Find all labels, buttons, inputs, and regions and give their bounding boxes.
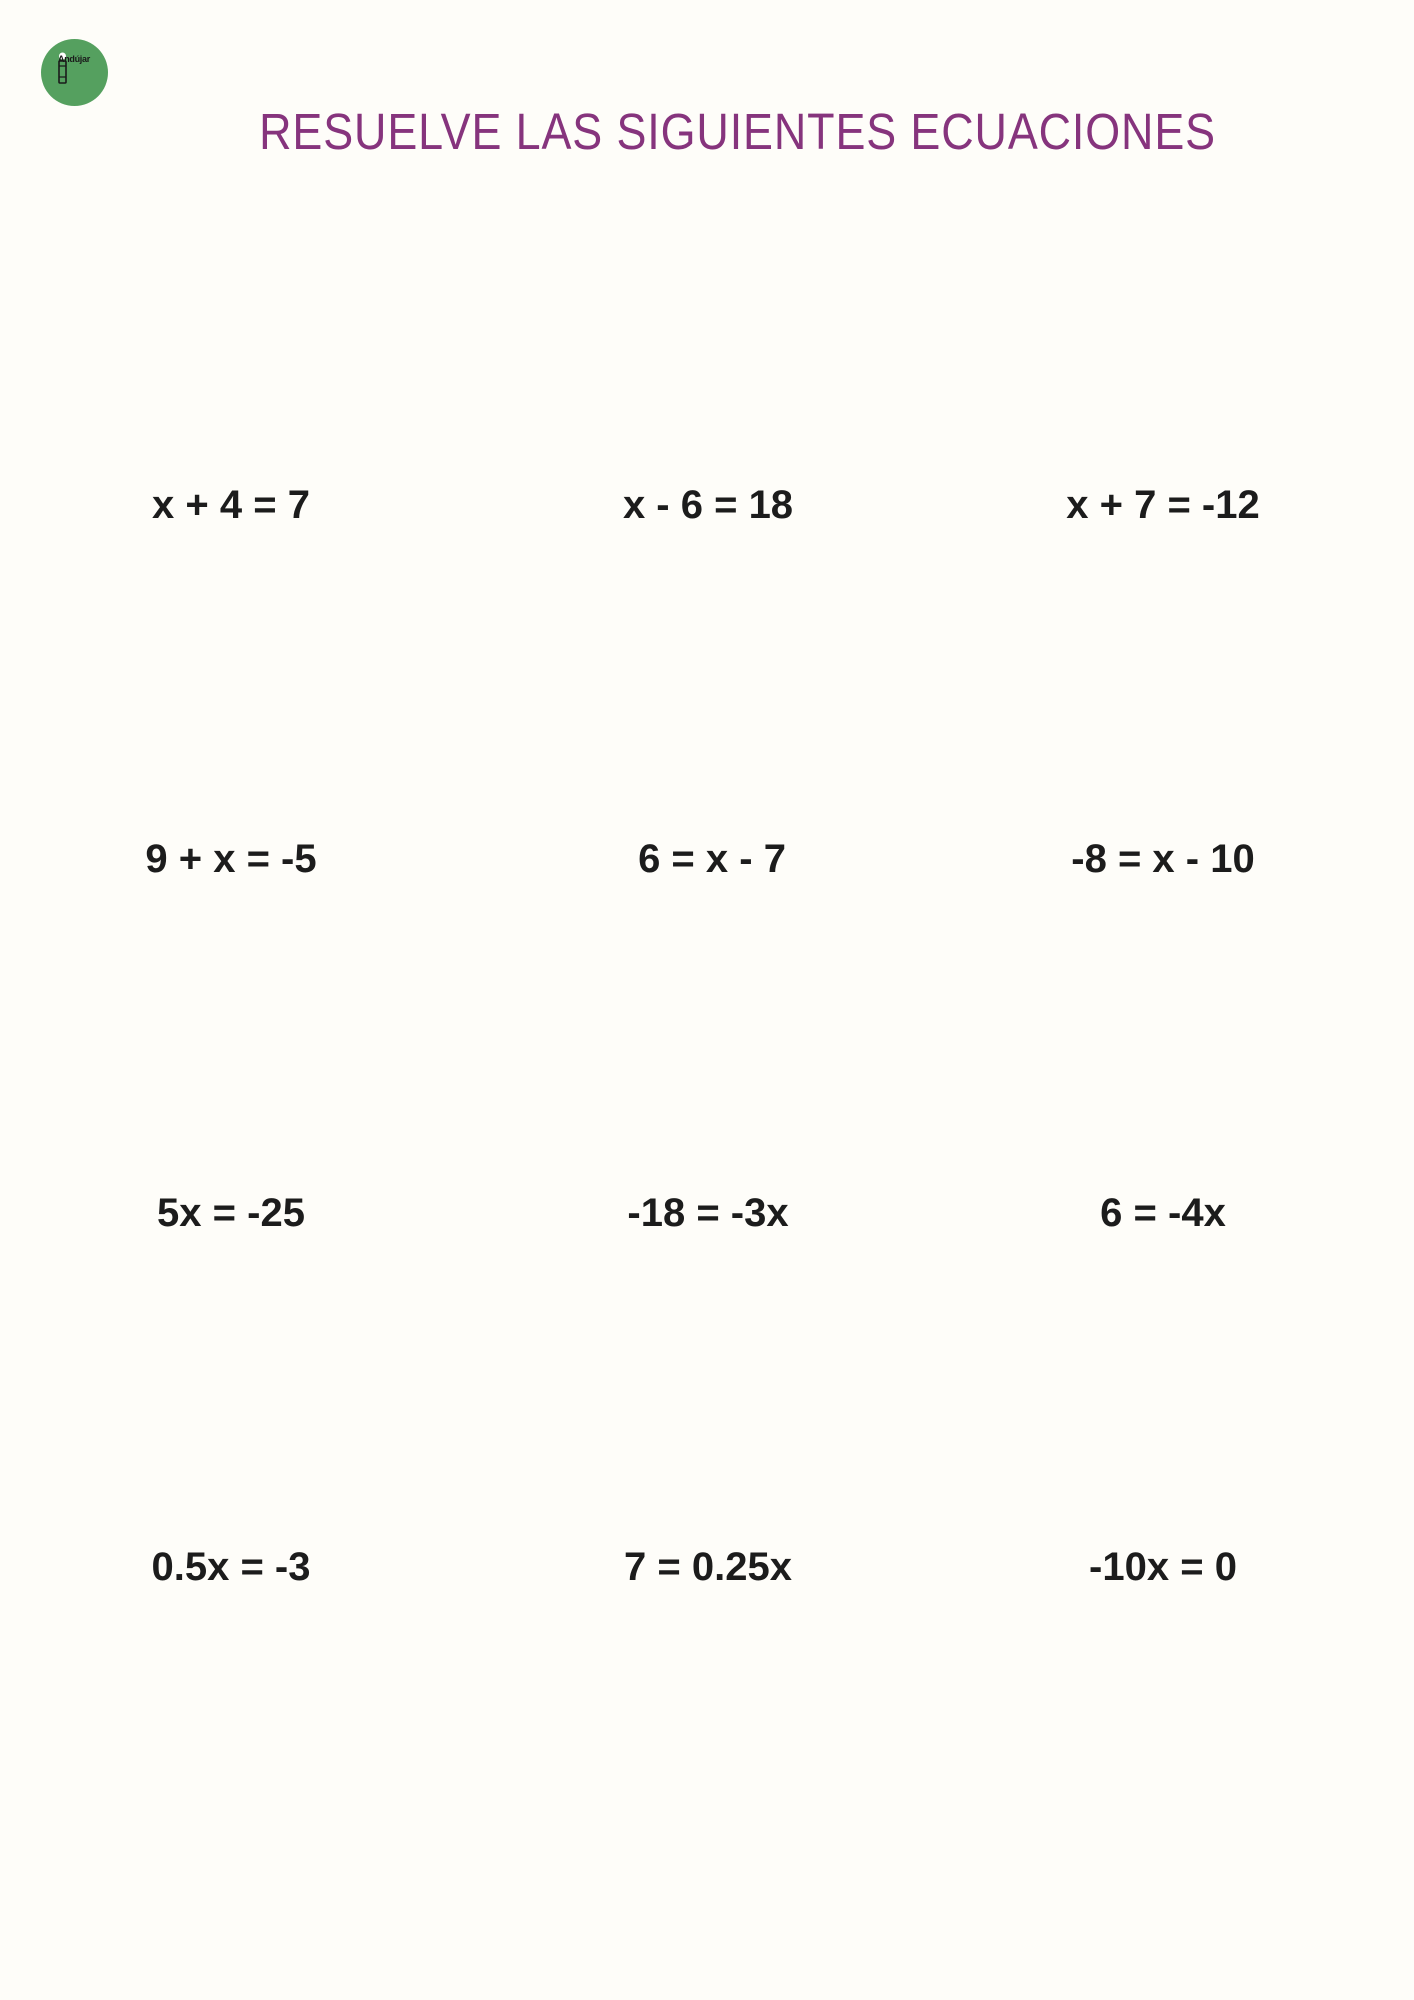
equation-1: x + 4 = 7 bbox=[152, 483, 310, 527]
page-title: RESUELVE LAS SIGUIENTES ECUACIONES bbox=[259, 103, 1216, 160]
equation-3: x + 7 = -12 bbox=[1066, 483, 1260, 527]
logo bbox=[41, 39, 108, 106]
equation-9: 6 = -4x bbox=[1100, 1191, 1226, 1235]
logo-text: Andújar bbox=[58, 54, 90, 64]
equation-2: x - 6 = 18 bbox=[622, 483, 794, 527]
equation-7: 5x = -25 bbox=[157, 1191, 305, 1235]
equation-11: 7 = 0.25x bbox=[624, 1545, 792, 1589]
equation-5: 6 = x - 7 bbox=[638, 837, 786, 881]
equation-10: 0.5x = -3 bbox=[151, 1545, 311, 1589]
equation-6: -8 = x - 10 bbox=[1071, 837, 1255, 881]
pencil-icon bbox=[41, 39, 108, 106]
equation-12: -10x = 0 bbox=[1089, 1545, 1237, 1589]
equation-8: -18 = -3x bbox=[627, 1191, 789, 1235]
equation-4: 9 + x = -5 bbox=[145, 837, 317, 881]
